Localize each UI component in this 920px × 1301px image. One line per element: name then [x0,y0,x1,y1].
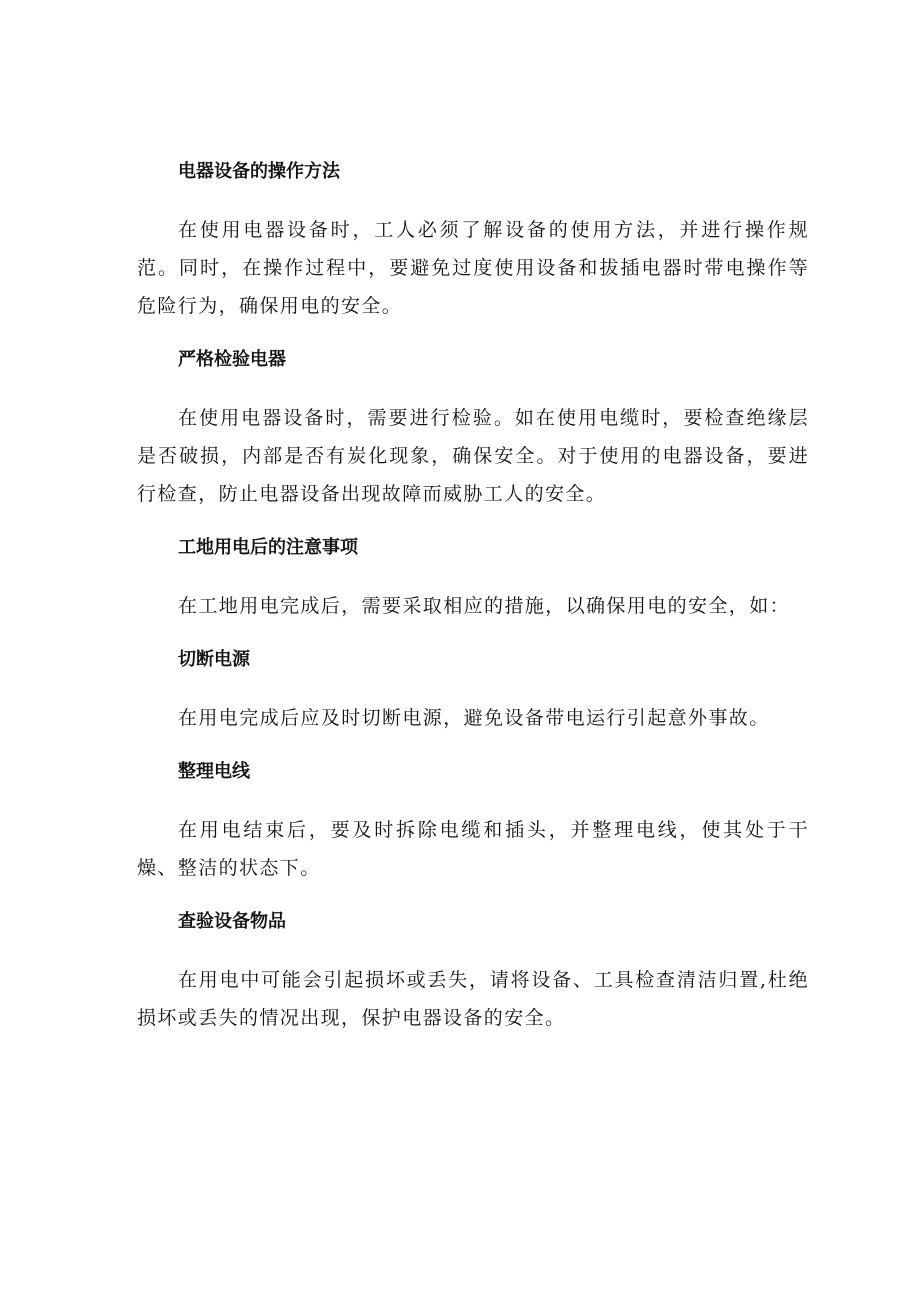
section-heading-after-use-notes: 工地用电后的注意事项 [178,537,358,558]
section-paragraph-cut-power: 在用电完成后应及时切断电源，避免设备带电运行引起意外事故。 [178,707,770,729]
section-heading-organize-wires: 整理电线 [178,761,250,782]
section-heading-strict-inspection: 严格检验电器 [178,349,286,370]
section-heading-cut-power: 切断电源 [178,649,250,670]
section-heading-operation-method: 电器设备的操作方法 [178,161,340,182]
section-paragraph-after-use-notes: 在工地用电完成后，需要采取相应的措施，以确保用电的安全，如： [178,595,791,617]
section-paragraph-operation-method: 在使用电器设备时，工人必须了解设备的使用方法，并进行操作规范。同时，在操作过程中，要避免过度使用设备和拔插电器时带电操作等危险行为，确保用电的安全。 [137,219,809,317]
section-paragraph-strict-inspection: 在使用电器设备时，需要进行检验。如在使用电缆时，要检查绝缘层是否破损，内部是否有炭化现象，确保安全。对于使用的电器设备，要进行检查，防止电器设备出现故障而威胁工人的安全。 [137,407,809,505]
section-paragraph-check-equipment: 在用电中可能会引起损坏或丢失，请将设备、工具检查清洁归置,杜绝损坏或丢失的情况出现，保护电器设备的安全。 [137,969,809,1029]
section-paragraph-organize-wires: 在用电结束后，要及时拆除电缆和插头，并整理电线，使其处于干燥、整洁的状态下。 [137,819,809,879]
section-heading-check-equipment: 查验设备物品 [178,911,286,932]
document-body [137,153,809,1053]
